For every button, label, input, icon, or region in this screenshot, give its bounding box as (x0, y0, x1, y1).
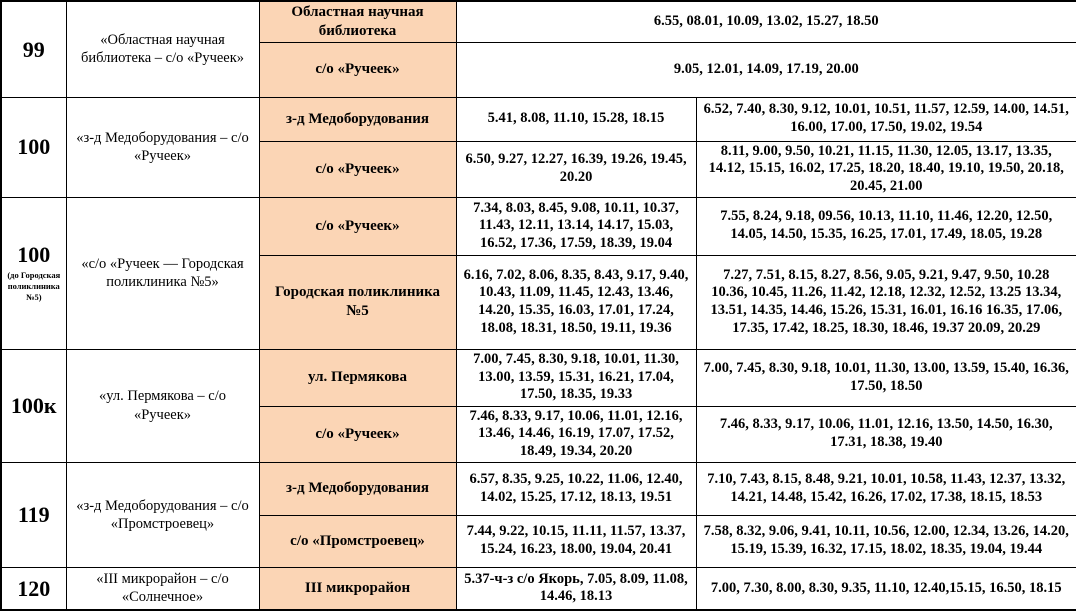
stop-name: с/о «Ручеек» (259, 406, 456, 462)
departure-times: 7.27, 7.51, 8.15, 8.27, 8.56, 9.05, 9.21, 9.47, 9.50, 10.28 10.36, 10.45, 11.26, 11.42, 12.18, 12.32, 12.52, 13.25 13.34, 13.51, 14.35, 14.46, 15.26, 15.31, 16.01, 16.16 16.35, 17.06, 17.35, 17.42, 18.25, 18.30, 18.46, 19.37 20.09, 20.29 (696, 255, 1076, 349)
departure-times: 7.34, 8.03, 8.45, 9.08, 10.11, 10.37, 11.43, 12.11, 13.14, 14.17, 15.03, 16.52, 17.36, 17.59, 18.39, 19.04 (456, 197, 696, 255)
route-name: «з-д Медоборудования – с/о «Промстроевец» (66, 462, 259, 567)
stop-name: с/о «Ручеек» (259, 197, 456, 255)
departure-times: 7.44, 9.22, 10.15, 11.11, 11.57, 13.37, 15.24, 16.23, 18.00, 19.04, 20.41 (456, 515, 696, 567)
route-name: «Областная научная библиотека – с/о «Ручеек» (66, 1, 259, 97)
stop-name: з-д Медоборудования (259, 462, 456, 515)
stop-name: ул. Пермякова (259, 349, 456, 406)
departure-times: 5.41, 8.08, 11.10, 15.28, 18.15 (456, 97, 696, 141)
departure-times: 7.46, 8.33, 9.17, 10.06, 11.01, 12.16, 13.50, 14.50, 16.30, 17.31, 18.38, 19.40 (696, 406, 1076, 462)
departure-times: 6.50, 9.27, 12.27, 16.39, 19.26, 19.45, 20.20 (456, 141, 696, 197)
route-number-note: (до Городская поликлиника №5) (7, 269, 61, 302)
departure-times: 7.00, 7.45, 8.30, 9.18, 10.01, 11.30, 13.00, 13.59, 15.40, 16.36, 17.50, 18.50 (696, 349, 1076, 406)
departure-times: 7.00, 7.30, 8.00, 8.30, 9.35, 11.10, 12.40,15.15, 16.50, 18.15 (696, 567, 1076, 610)
stop-name: с/о «Ручеек» (259, 42, 456, 97)
departure-times: 5.37-ч-з с/о Якорь, 7.05, 8.09, 11.08, 14.46, 18.13 (456, 567, 696, 610)
route-number (1, 197, 66, 349)
departure-times: 7.58, 8.32, 9.06, 9.41, 10.11, 10.56, 12.00, 12.34, 13.26, 14.20, 15.19, 15.39, 16.32, 17.15, 18.02, 18.35, 19.04, 19.44 (696, 515, 1076, 567)
stop-name: з-д Медоборудования (259, 97, 456, 141)
route-name: «з-д Медоборудования – с/о «Ручеек» (66, 97, 259, 197)
route-number: 120 (1, 567, 66, 610)
route-name: «III микрорайон – с/о «Солнечное» (66, 567, 259, 610)
departure-times: 9.05, 12.01, 14.09, 17.19, 20.00 (456, 42, 1076, 97)
stop-name: Городская поликлиника №5 (259, 255, 456, 349)
route-number: 99 (1, 1, 66, 97)
departure-times: 6.57, 8.35, 9.25, 10.22, 11.06, 12.40, 14.02, 15.25, 17.12, 18.13, 19.51 (456, 462, 696, 515)
departure-times: 6.55, 08.01, 10.09, 13.02, 15.27, 18.50 (456, 1, 1076, 42)
route-name: «с/о «Ручеек — Городская поликлиника №5» (66, 197, 259, 349)
stop-name: с/о «Промстроевец» (259, 515, 456, 567)
route-name: «ул. Пермякова – с/о «Ручеек» (66, 349, 259, 462)
departure-times: 8.11, 9.00, 9.50, 10.21, 11.15, 11.30, 12.05, 13.17, 13.35, 14.12, 15.15, 16.02, 17.25, 18.20, 18.40, 19.10, 19.50, 20.18, 20.45, 21.00 (696, 141, 1076, 197)
departure-times: 7.10, 7.43, 8.15, 8.48, 9.21, 10.01, 10.58, 11.43, 12.37, 13.32, 14.21, 14.48, 15.42, 16.26, 17.02, 17.38, 18.15, 18.53 (696, 462, 1076, 515)
stop-name: III микрорайон (259, 567, 456, 610)
departure-times: 7.00, 7.45, 8.30, 9.18, 10.01, 11.30, 13.00, 13.59, 15.31, 16.21, 17.04, 17.50, 18.35, 19.33 (456, 349, 696, 406)
route-number-value: 100 (17, 242, 51, 268)
route-number: 119 (1, 462, 66, 567)
departure-times: 6.16, 7.02, 8.06, 8.35, 8.43, 9.17, 9.40, 10.43, 11.09, 11.45, 12.43, 13.46, 14.20, 15.35, 16.03, 17.01, 17.24, 18.08, 18.31, 18.50, 19.11, 19.36 (456, 255, 696, 349)
departure-times: 7.55, 8.24, 9.18, 09.56, 10.13, 11.10, 11.46, 12.20, 12.50, 14.05, 14.50, 15.35, 16.25, 17.01, 17.49, 18.05, 19.28 (696, 197, 1076, 255)
route-number: 100 (1, 97, 66, 197)
stop-name: с/о «Ручеек» (259, 141, 456, 197)
departure-times: 6.52, 7.40, 8.30, 9.12, 10.01, 10.51, 11.57, 12.59, 14.00, 14.51, 16.00, 17.00, 17.50, 19.02, 19.54 (696, 97, 1076, 141)
route-number: 100к (1, 349, 66, 462)
stop-name: Областная научная библиотека (259, 1, 456, 42)
departure-times: 7.46, 8.33, 9.17, 10.06, 11.01, 12.16, 13.46, 14.46, 16.19, 17.07, 17.52, 18.49, 19.34, 20.20 (456, 406, 696, 462)
